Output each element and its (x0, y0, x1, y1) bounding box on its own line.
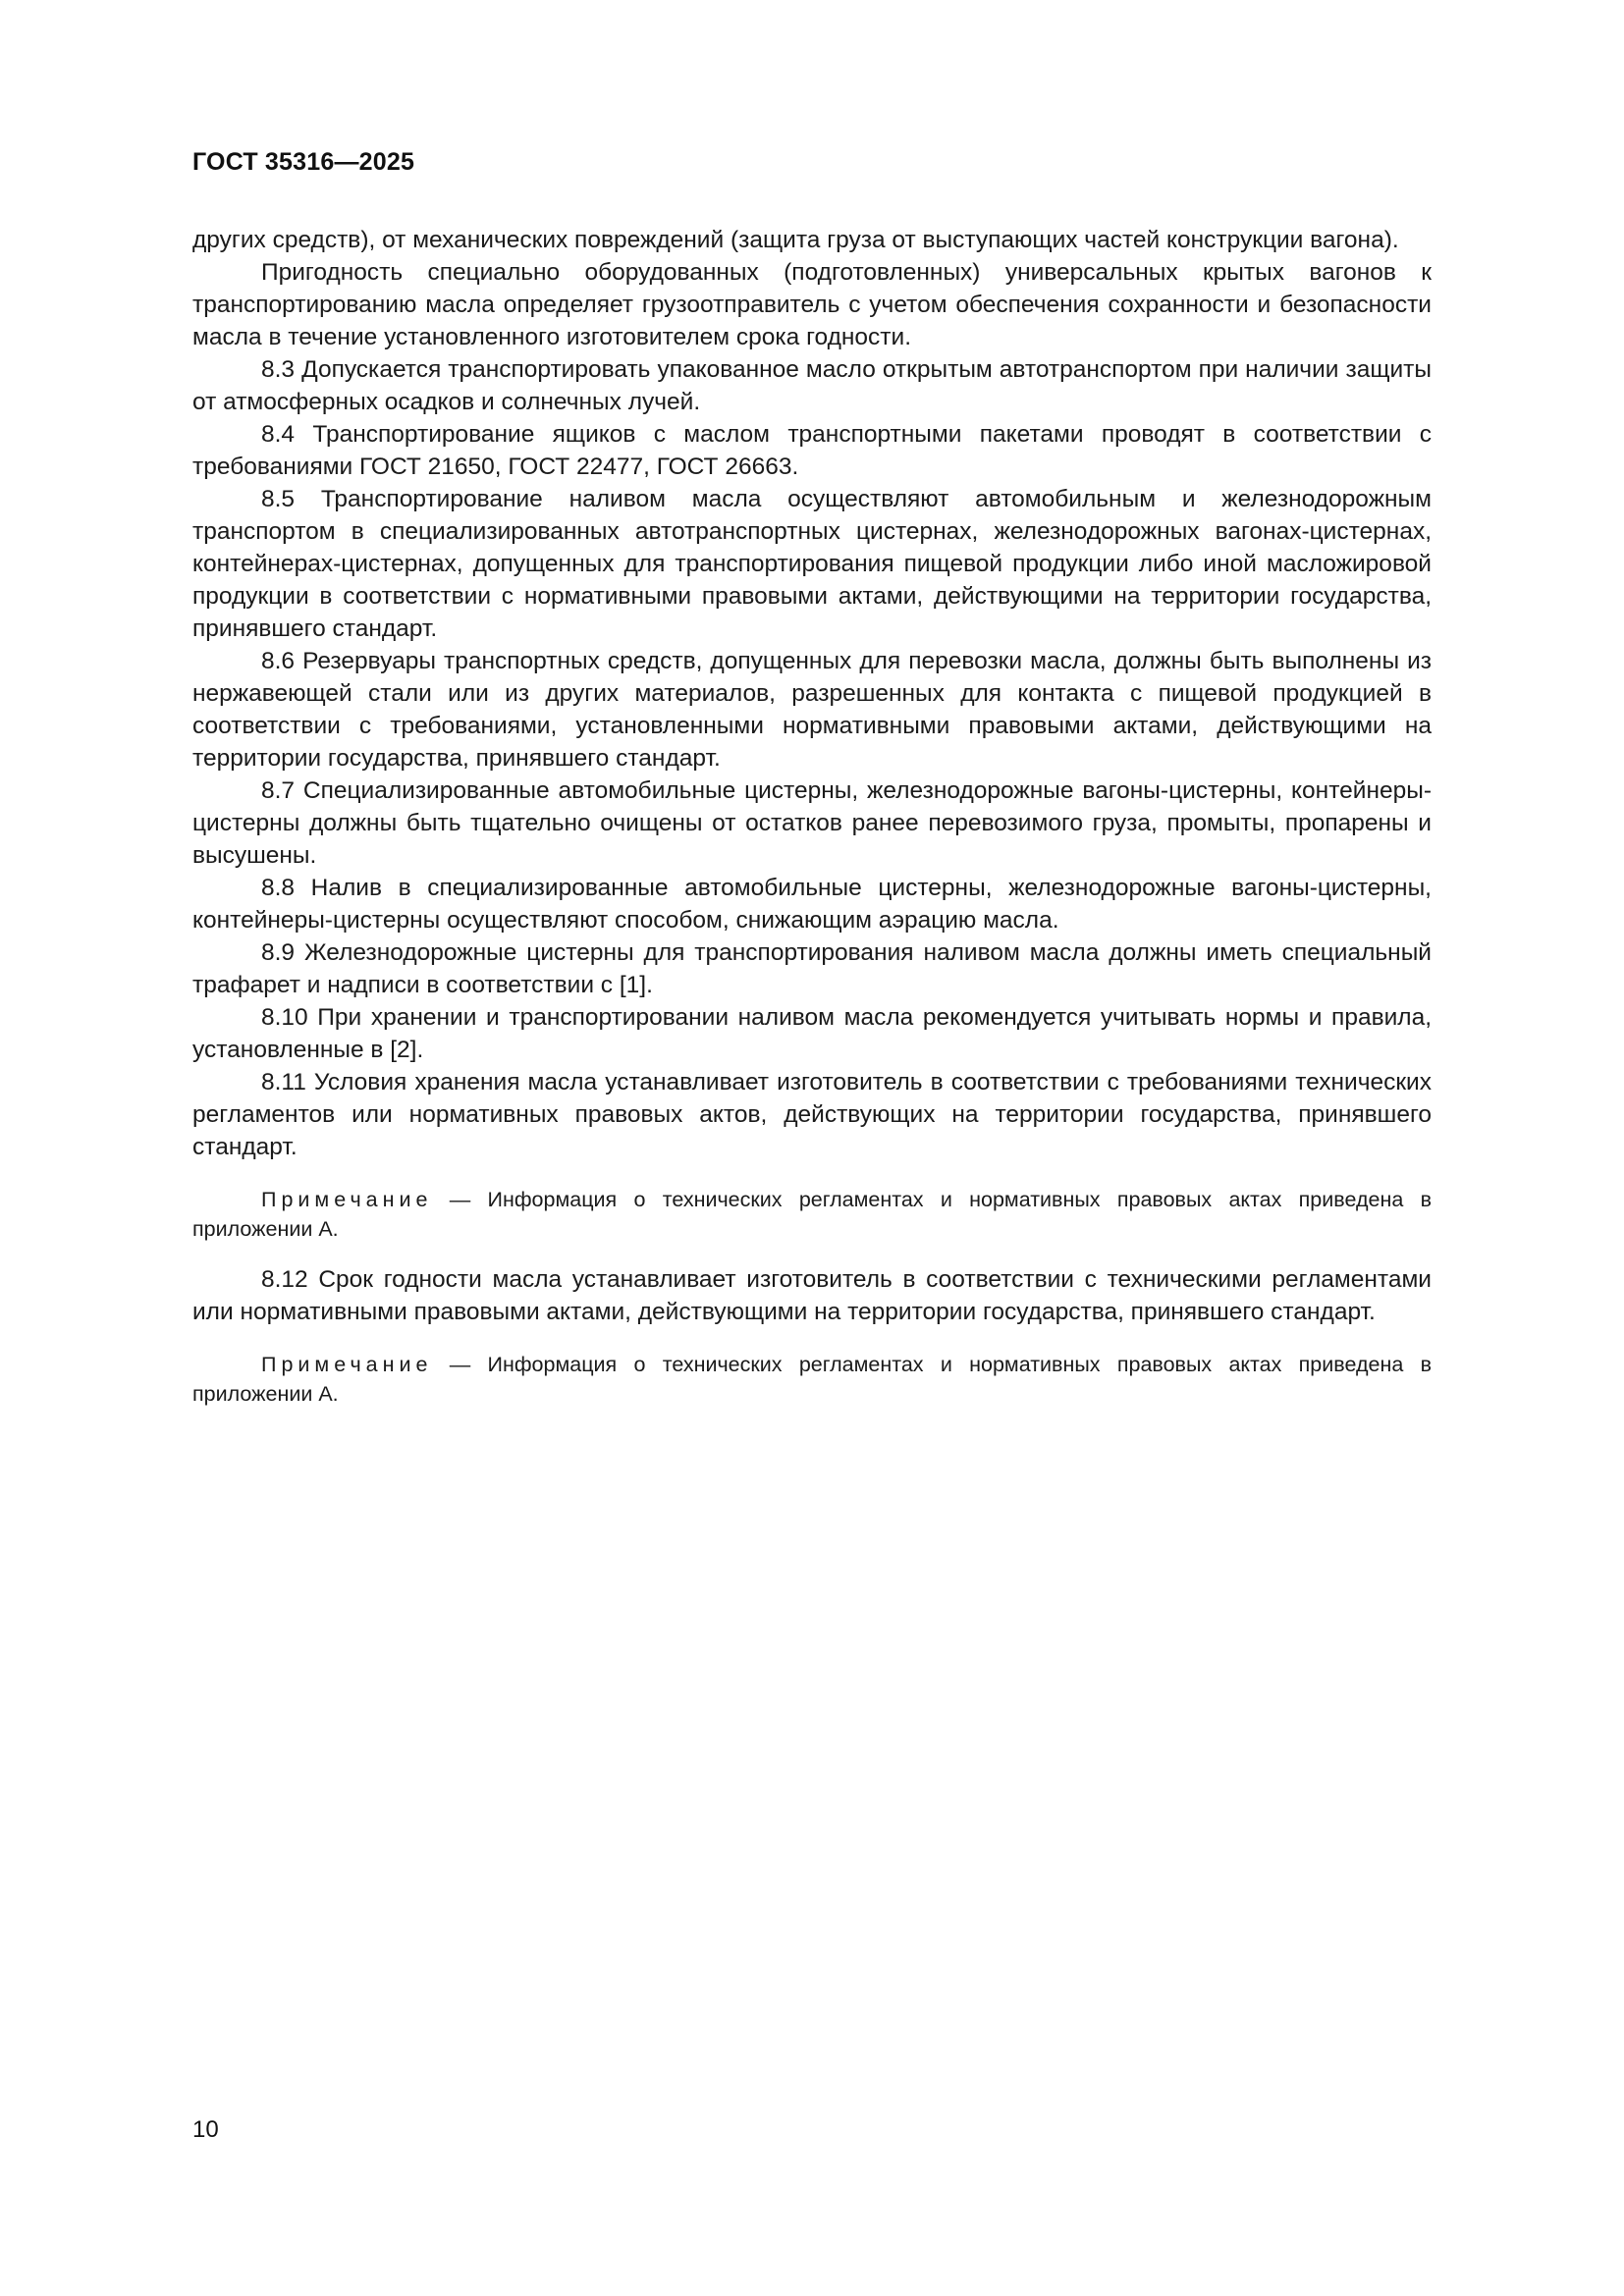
document-body (192, 224, 1432, 1428)
paragraph-8-8: 8.8 Налив в специализированные автомобильные цистерны, железнодорожные вагоны-цистерны, контейнеры-цистерны осуществляют способом, снижающим аэрацию масла. (192, 875, 1432, 934)
page-number: 10 (192, 2116, 219, 2143)
paragraph-8-11: 8.11 Условия хранения масла устанавливает изготовитель в соответствии с требованиями технических регламентов или нормативных правовых актов, действующих на территории государства, принявшего стандарт. (192, 1069, 1432, 1160)
paragraph-8-6: 8.6 Резервуары транспортных средств, допущенных для перевозки масла, должны быть выполнены из нержавеющей стали или из других материалов, разрешенных для контакта с пищевой продукцией в соответствии с требованиями, установленными нормативными правовыми актами, действующими на территории государства, принявшего стандарт. (192, 648, 1432, 772)
paragraph-8-9: 8.9 Железнодорожные цистерны для транспортирования наливом масла должны иметь специальный трафарет и надписи в соответствии с [1]. (192, 939, 1432, 998)
paragraph-8-10: 8.10 При хранении и транспортировании наливом масла рекомендуется учитывать нормы и правила, установленные в [2]. (192, 1004, 1432, 1063)
paragraph-suitability: Пригодность специально оборудованных (подготовленных) универсальных крытых вагонов к транспортированию масла определяет грузоотправитель с учетом обеспечения сохранности и безопасности масла в течение установленного изготовителем срока годности. (192, 259, 1432, 350)
paragraph-8-3: 8.3 Допускается транспортировать упакованное масло открытым автотранспортом при наличии защиты от атмосферных осадков и солнечных лучей. (192, 356, 1432, 415)
note-2 (192, 1350, 1432, 1409)
paragraph-8-5: 8.5 Транспортирование наливом масла осуществляют автомобильным и железнодорожным транспортом в специализированных автотранспортных цистернах, железнодорожных вагонах-цистернах, контейнерах-цистернах, допущенных для транспортирования пищевой продукции либо иной масложировой продукции в соответствии с нормативными правовыми актами, действующими на территории государства, принявшего стандарт. (192, 486, 1432, 642)
document-header-title: ГОСТ 35316—2025 (192, 148, 415, 176)
paragraph-8-7: 8.7 Специализированные автомобильные цистерны, железнодорожные вагоны-цистерны, контейнеры-цистерны должны быть тщательно очищены от остатков ранее перевозимого груза, промыты, пропарены и высушены. (192, 777, 1432, 869)
note-1-label: Примечание (261, 1188, 433, 1211)
paragraph-8-4: 8.4 Транспортирование ящиков с маслом транспортными пакетами проводят в соответствии с требованиями ГОСТ 21650, ГОСТ 22477, ГОСТ 26663. (192, 421, 1432, 480)
note-2-text: — Информация о технических регламентах и нормативных правовых актах приведена в приложении А. (192, 1353, 1432, 1406)
note-1-text: — Информация о технических регламентах и нормативных правовых актах приведена в приложении А. (192, 1188, 1432, 1241)
paragraph-continuation: других средств), от механических повреждений (защита груза от выступающих частей конструкции вагона). (192, 227, 1399, 253)
note-1 (192, 1185, 1432, 1244)
paragraph-8-12: 8.12 Срок годности масла устанавливает изготовитель в соответствии с техническими регламентами или нормативными правовыми актами, действующими на территории государства, принявшего стандарт. (192, 1266, 1432, 1325)
note-2-label: Примечание (261, 1353, 433, 1376)
